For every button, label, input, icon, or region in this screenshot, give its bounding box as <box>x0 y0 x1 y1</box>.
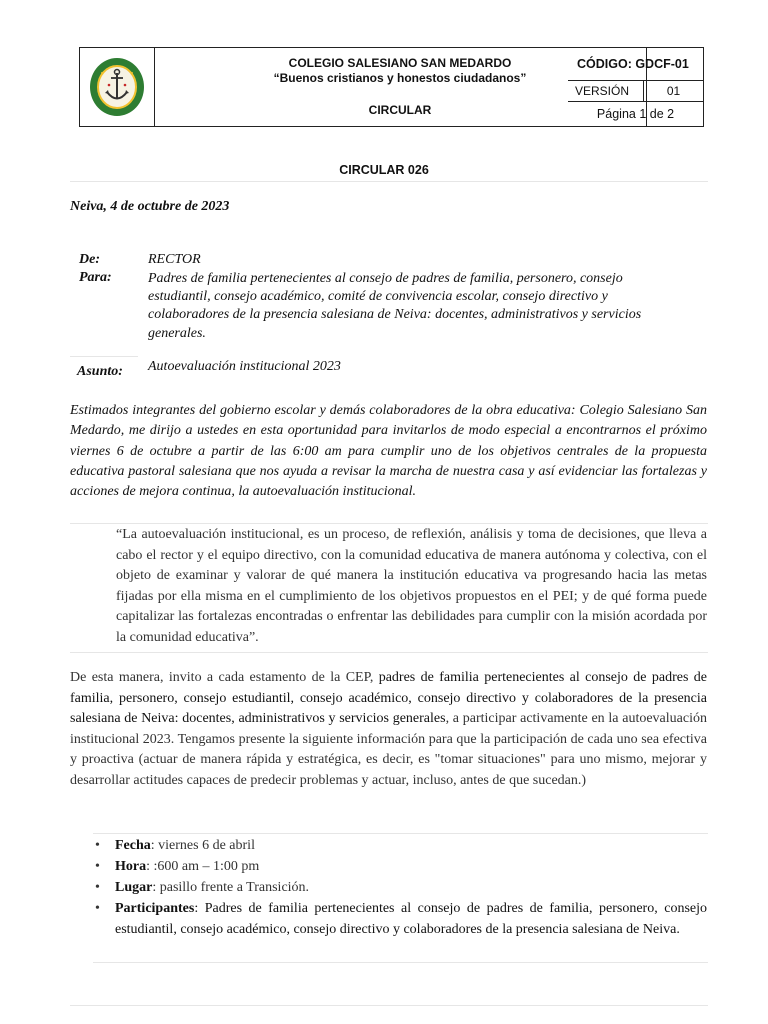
list-item <box>93 898 707 940</box>
date-line: Neiva, 4 de octubre de 2023 <box>70 199 230 214</box>
from-label: De: <box>79 252 100 267</box>
body-paragraph <box>70 668 707 792</box>
school-motto: “Buenos cristianos y honestos ciudadanos” <box>273 71 527 85</box>
body-part-1: De esta manera, invito a cada estamento de la CEP, <box>70 670 379 685</box>
to-label: Para: <box>79 270 112 285</box>
subject-value: Autoevaluación institucional 2023 <box>148 359 341 374</box>
detail-value: : viernes 6 de abril <box>150 838 255 853</box>
detail-label: Fecha <box>115 838 151 853</box>
list-item <box>93 835 707 856</box>
version-label: VERSIÓN <box>568 81 644 102</box>
intro-paragraph: Estimados integrantes del gobierno escolar y demás colaboradores de la obra educativa: Colegio Salesiano San Medardo, me dirijo a ustedes en esta oportunidad para invitarlos de modo especial a encontrarnos el próximo viernes 6 de octubre a partir de las 6:00 am para cumplir uno de los objetivos centrales de la propuesta educativa pastoral salesiana que nos ayuda a revisar la marcha de nuestra casa y así evidenciar las fortalezas y acciones de mejora continua, la autoevaluación institucional. <box>70 403 707 500</box>
detail-value: : pasillo frente a Transición. <box>152 880 310 895</box>
divider <box>93 833 708 834</box>
detail-label: Hora <box>115 859 147 874</box>
doc-type: CIRCULAR <box>368 103 432 117</box>
divider <box>70 181 708 182</box>
divider <box>70 1005 708 1006</box>
divider <box>70 523 708 524</box>
page-indicator: Página 1 de 2 <box>596 107 675 121</box>
body-part-2: padres de familia pertenecientes al consejo de padres de familia, personero, consejo estudiantil, consejo académico, consejo directivo y colaboradores de la presencia salesiana de Neiva: docentes, administrativos y servicios generales <box>70 670 707 727</box>
version-value: 01 <box>644 81 703 102</box>
document-header <box>79 47 704 127</box>
body-part-3: , a participar activamente en la autoevaluación institucional 2023. Tengamos presente la siguiente información para que la participación de cada uno sea efectiva y proactiva (actuar de manera rápida y estratégica, es decir, es "tomar situaciones" para uno mismo, mejorar y desarrollar actitudes capaces de predecir problemas y actuar, incluso, antes de que sucedan.) <box>70 711 707 788</box>
circular-title: CIRCULAR 026 <box>339 163 429 177</box>
quote-block: “La autoevaluación institucional, es un proceso, de reflexión, análisis y toma de decisiones, que lleva a cabo el rector y el equipo directivo, con la comunidad educativa de manera autónoma y colectiva, con el objeto de examinar y valorar de qué manera la institución educativa va progresando hacia las metas fijadas por ella misma en el cumplimiento de los objetivos propuestos en el PEI; y de qué forma puede capitalizar las fortalezas encontradas o enfrentar las debilidades para cumplir con la misión acordada por la comunidad educativa”. <box>116 527 707 645</box>
list-item <box>93 856 707 877</box>
header-meta <box>80 48 703 126</box>
detail-label: Lugar <box>115 880 153 895</box>
subject-label: Asunto: <box>77 364 123 379</box>
school-name: COLEGIO SALESIANO SAN MEDARDO <box>288 56 512 70</box>
from-value: RECTOR <box>148 252 201 267</box>
divider <box>93 962 708 963</box>
details-list <box>93 835 707 940</box>
detail-value: : :600 am – 1:00 pm <box>146 859 260 874</box>
detail-label: Participantes <box>115 901 195 916</box>
list-item <box>93 877 707 898</box>
to-value: Padres de familia pertenecientes al consejo de padres de familia, personero, consejo estudiantil, consejo académico, comité de convivencia escolar, consejo directivo y colaboradores de la presencia salesiana de Neiva: docentes, administrativos y servicios generales. <box>148 271 642 341</box>
doc-code: CÓDIGO: GDCF-01 <box>568 48 703 81</box>
divider <box>70 356 138 357</box>
divider <box>70 652 708 653</box>
detail-value: : Padres de familia pertenecientes al consejo de padres de familia, personero, consejo estudiantil, consejo académico, consejo directivo y colaboradores de la presencia salesiana de Neiva. <box>115 901 707 937</box>
